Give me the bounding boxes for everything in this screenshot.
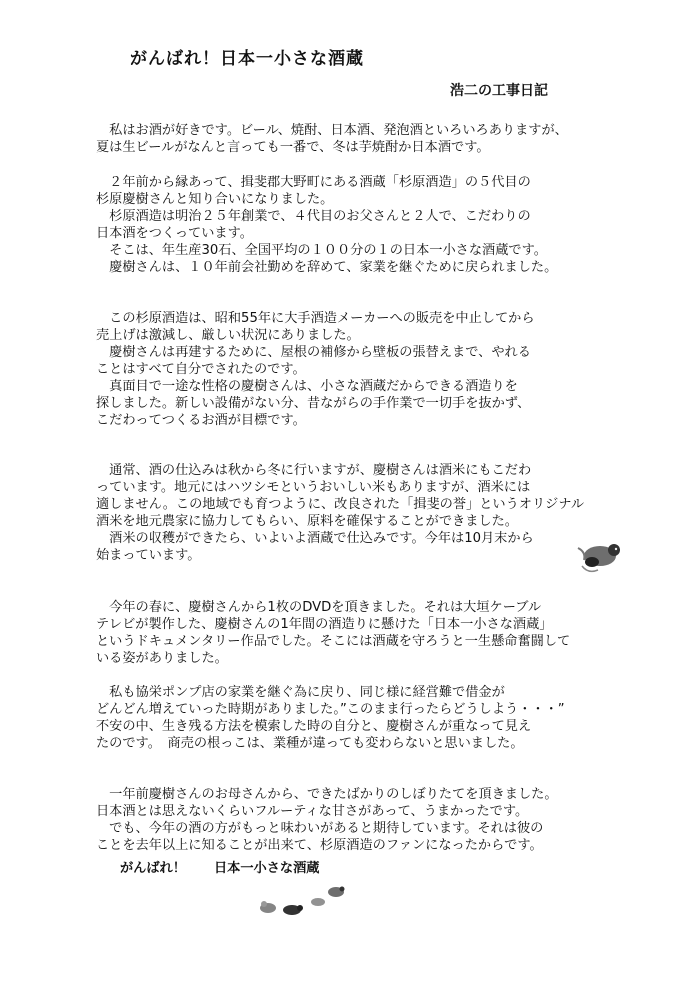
body-line: 適しません。この地域でも育つように、改良された「揖斐の誉」というオリジナル — [96, 497, 585, 512]
body-line: 私も協栄ポンプ店の家業を継ぐ為に戻り、同じ様に経営難で借金が — [96, 685, 505, 700]
body-line: 日本酒とは思えないくらいフルーティな甘さがあって、うまかったです。 — [96, 804, 529, 819]
page-title: がんばれ！日本一小さな酒蔵 — [130, 49, 364, 69]
body-line: 夏は生ビールがなんと言っても一番で、冬は芋焼酎か日本酒です。 — [96, 140, 490, 155]
body-line: 慶樹さんは再建するために、屋根の補修から壁板の張替えまで、やれる — [96, 345, 531, 360]
body-line: 探しました。新しい設備がない分、昔ながらの手作業で一切手を抜かず、 — [96, 396, 531, 411]
closing-brewery-name: 日本一小さな酒蔵 — [214, 861, 320, 876]
body-line: 通常、酒の仕込みは秋から冬に行いますが、慶樹さんは酒米にもこだわ — [96, 463, 532, 478]
body-line: テレビが製作した、慶樹さんの1年間の酒造りに懸けた「日本一小さな酒蔵」 — [96, 617, 553, 632]
body-line: ２年前から縁あって、揖斐郡大野町にある酒蔵「杉原酒造」の５代目の — [96, 175, 531, 190]
closing-cheer: がんばれ！ — [120, 861, 186, 876]
body-line: っています。地元にはハツシモというおいしい米もありますが、酒米には — [96, 480, 531, 495]
body-line: 真面目で一途な性格の慶樹さんは、小さな酒蔵だからできる酒造りを — [96, 379, 518, 394]
body-line: 酒米の収穫ができたら、いよいよ酒蔵で仕込みです。今年は10月末から — [96, 531, 534, 546]
body-line: 慶樹さんは、１０年前会社勤めを辞めて、家業を継ぐために戻られました。 — [96, 260, 558, 275]
body-line: というドキュメンタリー作品でした。そこには酒蔵を守ろうと一生懸命奮闘して — [96, 634, 571, 649]
small-animals-illustration-icon — [256, 880, 352, 920]
body-line: どんどん増えていった時期がありました。”このまま行ったらどうしよう・・・” — [96, 702, 565, 717]
bird-illustration-icon — [572, 538, 628, 578]
body-line: ことを去年以上に知ることが出来て、杉原酒造のファンになったからです。 — [96, 838, 543, 853]
body-line: でも、今年の酒の方がもっと味わいがあると期待しています。それは彼の — [96, 821, 544, 836]
body-line: こだわってつくるお酒が目標です。 — [96, 413, 306, 428]
body-line: この杉原酒造は、昭和55年に大手酒造メーカーへの販売を中止してから — [96, 311, 535, 326]
body-line: 杉原慶樹さんと知り合いになりました。 — [96, 192, 334, 207]
body-line: たのです。 商売の根っこは、業種が違っても変わらないと思いました。 — [96, 736, 524, 751]
body-line: 始まっています。 — [96, 548, 201, 563]
body-line: 今年の春に、慶樹さんから1枚のDVDを頂きました。それは大垣ケーブル — [96, 600, 542, 615]
body-line: そこは、年生産30石、全国平均の１００分の１の日本一小さな酒蔵です。 — [96, 243, 547, 258]
body-line: 酒米を地元農家に協力してもらい、原料を確保することができました。 — [96, 514, 518, 529]
body-line: いる姿がありました。 — [96, 651, 228, 666]
body-line: 不安の中、生き残る方法を模索した時の自分と、慶樹さんが重なって見え — [96, 719, 532, 734]
body-line: 売上げは激減し、厳しい状況にありました。 — [96, 328, 360, 343]
body-line: 一年前慶樹さんのお母さんから、できたばかりのしぼりたてを頂きました。 — [96, 787, 558, 802]
body-line: ことはすべて自分でされたのです。 — [96, 362, 306, 377]
page-subtitle: 浩二の工事日記 — [450, 83, 548, 99]
body-line: 日本酒をつくっています。 — [96, 226, 253, 241]
body-line: 杉原酒造は明治２５年創業で、４代目のお父さんと２人で、こだわりの — [96, 209, 531, 224]
body-line: 私はお酒が好きです。ビール、焼酎、日本酒、発泡酒といろいろありますが、 — [96, 123, 568, 138]
